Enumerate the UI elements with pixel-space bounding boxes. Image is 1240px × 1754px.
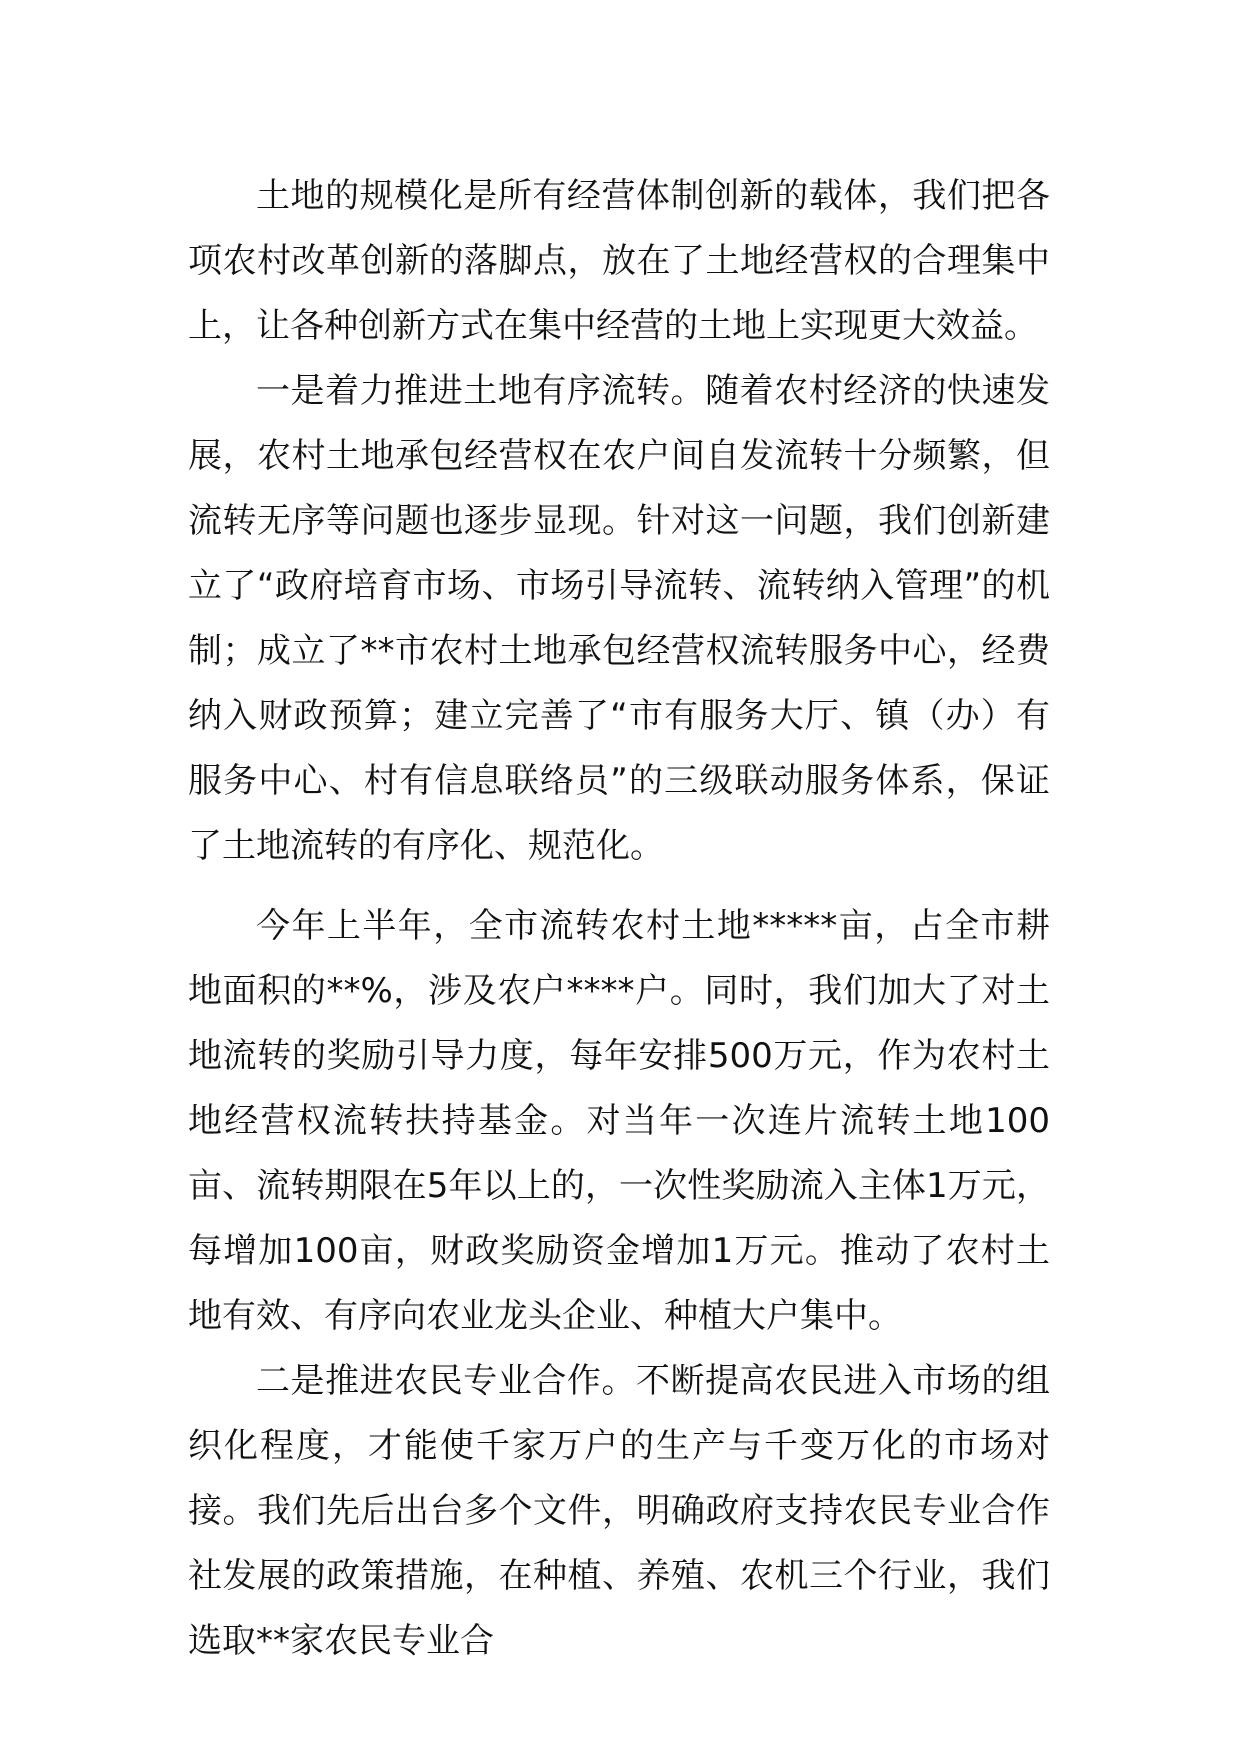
paragraph-farmer-cooperation: 二是推进农民专业合作。不断提高农民进入市场的组织化程度，才能使千家万户的生产与千变万化的市场对接。我们先后出台多个文件，明确政府支持农民专业合作社发展的政策措施，在种植、养殖、农机三个行业，我们选取**家农民专业合 (188, 1361, 1050, 1661)
paragraph-half-year-stats: 今年上半年，全市流转农村土地*****亩，占全市耕地面积的**%，涉及农户****户。同时，我们加大了对土地流转的奖励引导力度，每年安排500万元，作为农村土地经营权流转扶持基金。对当年一次连片流转土地100亩、流转期限在5年以上的，一次性奖励流入主体1万元，每增加100亩，财政奖励资金增加1万元。推动了农村土地有效、有序向农业龙头企业、种植大户集中。 (188, 906, 1050, 1336)
paragraph-land-transfer: 一是着力推进土地有序流转。随着农村经济的快速发展，农村土地承包经营权在农户间自发流转十分频繁，但流转无序等问题也逐步显现。针对这一问题，我们创新建立了“政府培育市场、市场引导流转、流转纳入管理”的机制；成立了**市农村土地承包经营权流转服务中心，经费纳入财政预算；建立完善了“市有服务大厅、镇（办）有服务中心、村有信息联络员”的三级联动服务体系，保证了土地流转的有序化、规范化。 (188, 371, 1050, 866)
paragraph-land-scale: 土地的规模化是所有经营体制创新的载体，我们把各项农村改革创新的落脚点，放在了土地经营权的合理集中上，让各种创新方式在集中经营的土地上实现更大效益。 (188, 176, 1050, 346)
document-body (188, 164, 1050, 1674)
